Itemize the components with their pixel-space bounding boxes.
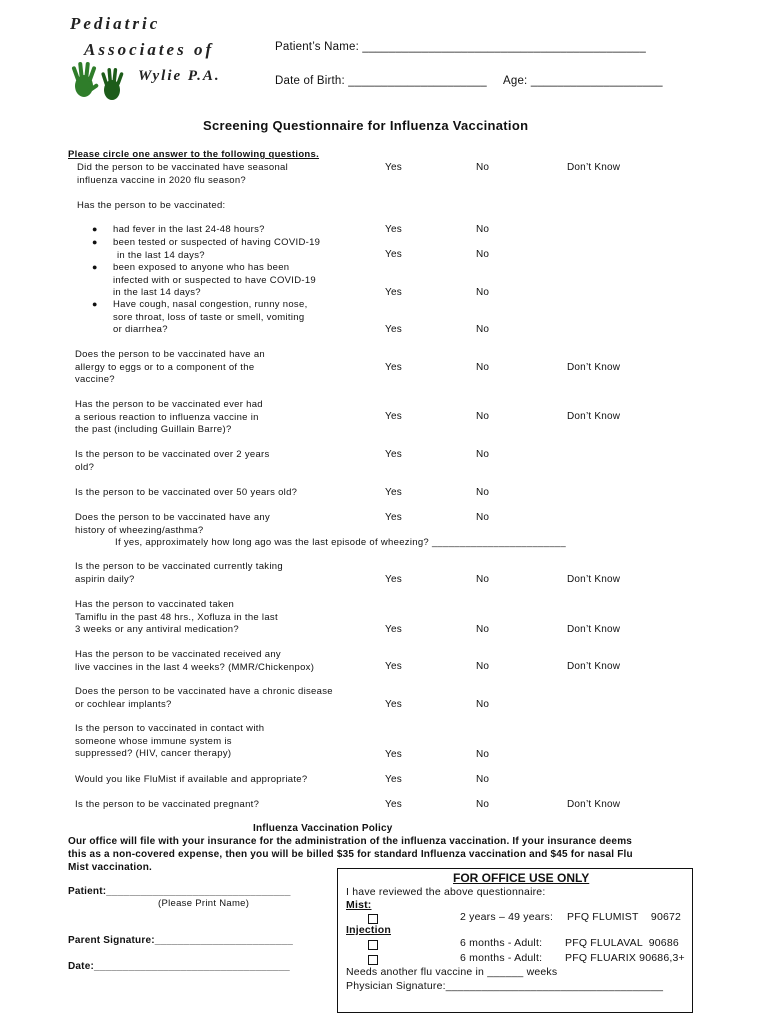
q3-no[interactable]: No — [476, 362, 490, 373]
question-7: Does the person to be vaccinated have any history of wheezing/asthma? — [75, 512, 271, 536]
q9-dontknow[interactable]: Don’t Know — [567, 624, 621, 635]
q10-no[interactable]: No — [476, 661, 490, 672]
question-7-followup[interactable]: If yes, approximately how long ago was the last episode of wheezing? ________________________ — [115, 537, 566, 548]
q2d-yes[interactable]: Yes — [385, 324, 402, 335]
q4-no[interactable]: No — [476, 411, 490, 422]
mist-label: Mist: — [346, 899, 372, 911]
question-6: Is the person to be vaccinated over 50 years old? — [75, 487, 298, 498]
injection-checkbox-2[interactable] — [368, 955, 378, 965]
question-2a: had fever in the last 24-48 hours? — [113, 224, 265, 235]
q1-dontknow[interactable]: Don’t Know — [567, 162, 621, 173]
q2d-no[interactable]: No — [476, 324, 490, 335]
mist-product: PFQ FLUMIST 90672 — [567, 911, 682, 923]
q2a-no[interactable]: No — [476, 224, 490, 235]
date-field[interactable]: Date:__________________________________ — [68, 961, 290, 972]
question-14: Is the person to be vaccinated pregnant? — [75, 799, 260, 810]
q6-yes[interactable]: Yes — [385, 487, 402, 498]
q4-yes[interactable]: Yes — [385, 411, 402, 422]
logo-line-2: Associates of — [84, 40, 215, 59]
q8-yes[interactable]: Yes — [385, 574, 402, 585]
q2c-no[interactable]: No — [476, 287, 490, 298]
injection-1-age: 6 months - Adult: — [460, 937, 543, 949]
question-2b: been tested or suspected of having COVID-19 in the last 14 days? — [113, 237, 321, 261]
mist-age: 2 years – 49 years: — [460, 911, 554, 923]
q12-yes[interactable]: Yes — [385, 749, 402, 760]
print-name-note: (Please Print Name) — [158, 898, 250, 909]
office-heading: FOR OFFICE USE ONLY — [453, 871, 590, 885]
q13-yes[interactable]: Yes — [385, 774, 402, 785]
question-1: Did the person to be vaccinated have seasonal influenza vaccine in 2020 flu season? — [77, 162, 289, 186]
question-13: Would you like FluMist if available and appropriate? — [75, 774, 308, 785]
q6-no[interactable]: No — [476, 487, 490, 498]
bullet-icon: ● — [92, 299, 98, 309]
office-reviewed: I have reviewed the above questionnaire: — [346, 886, 546, 898]
q11-yes[interactable]: Yes — [385, 699, 402, 710]
age-field[interactable]: Age: ____________________ — [503, 75, 663, 87]
q4-dontknow[interactable]: Don’t Know — [567, 411, 621, 422]
q5-yes[interactable]: Yes — [385, 449, 402, 460]
patient-name-field[interactable]: Patient’s Name: ___________________________________________ — [275, 41, 646, 53]
question-5: Is the person to be vaccinated over 2 years old? — [75, 449, 270, 473]
question-3: Does the person to be vaccinated have an allergy to eggs or to a component of the vaccine? — [75, 349, 265, 385]
q8-no[interactable]: No — [476, 574, 490, 585]
q10-dontknow[interactable]: Don’t Know — [567, 661, 621, 672]
q12-no[interactable]: No — [476, 749, 490, 760]
q9-no[interactable]: No — [476, 624, 490, 635]
q2b-no[interactable]: No — [476, 249, 490, 260]
q2b-yes[interactable]: Yes — [385, 249, 402, 260]
page-title: Screening Questionnaire for Influenza Vaccination — [203, 118, 529, 133]
policy-text: Our office will file with your insurance for the administration of the influenza vaccination. If your insurance deems this as a non-covered expense, then you will be billed $35 for standard Influenza vaccination and $45 for nasal Flu Mist vaccination. — [68, 836, 633, 873]
logo-line-3: Wylie P.A. — [138, 68, 221, 84]
q14-yes[interactable]: Yes — [385, 799, 402, 810]
bullet-icon: ● — [92, 237, 98, 247]
question-10: Has the person to be vaccinated received any live vaccines in the last 4 weeks? (MMR/Chickenpox) — [75, 649, 315, 673]
question-4: Has the person to be vaccinated ever had a serious reaction to influenza vaccine in the past (including Guillain Barre)? — [75, 399, 263, 435]
question-2c: been exposed to anyone who has been infected with or suspected to have COVID-19 in the last 14 days? — [113, 262, 316, 298]
q8-dontknow[interactable]: Don’t Know — [567, 574, 621, 585]
dob-field[interactable]: Date of Birth: _____________________ — [275, 75, 487, 87]
bullet-icon: ● — [92, 224, 98, 234]
question-8: Is the person to be vaccinated currently taking aspirin daily? — [75, 561, 283, 585]
handprint-icon — [68, 54, 130, 104]
q13-no[interactable]: No — [476, 774, 490, 785]
instruction: Please circle one answer to the following questions. — [68, 149, 320, 160]
q14-no[interactable]: No — [476, 799, 490, 810]
logo — [62, 12, 252, 102]
injection-label: Injection — [346, 924, 391, 936]
injection-1-product: PFQ FLULAVAL 90686 — [565, 937, 679, 949]
q7-yes[interactable]: Yes — [385, 512, 402, 523]
q7-no[interactable]: No — [476, 512, 490, 523]
mist-checkbox[interactable] — [368, 914, 378, 924]
injection-2-age: 6 months - Adult: — [460, 952, 543, 964]
question-9: Has the person to vaccinated taken Tamiflu in the past 48 hrs., Xofluza in the last 3 weeks or any antiviral medication? — [75, 599, 278, 635]
q3-dontknow[interactable]: Don’t Know — [567, 362, 621, 373]
q5-no[interactable]: No — [476, 449, 490, 460]
q11-no[interactable]: No — [476, 699, 490, 710]
q3-yes[interactable]: Yes — [385, 362, 402, 373]
q2a-yes[interactable]: Yes — [385, 224, 402, 235]
question-2d: Have cough, nasal congestion, runny nose, sore throat, loss of taste or smell, vomiting or diarrhea? — [113, 299, 308, 335]
injection-checkbox-1[interactable] — [368, 940, 378, 950]
patient-signature-field[interactable]: Patient:________________________________ — [68, 886, 291, 897]
q1-no[interactable]: No — [476, 162, 490, 173]
question-12: Is the person to vaccinated in contact with someone whose immune system is suppressed? (HIV, cancer therapy) — [75, 723, 265, 759]
logo-line-1: Pediatric — [70, 14, 161, 33]
q14-dontknow[interactable]: Don’t Know — [567, 799, 621, 810]
physician-signature-field[interactable]: Physician Signature:____________________________________ — [346, 980, 664, 992]
another-vaccine-field[interactable]: Needs another flu vaccine in ______ weeks — [346, 966, 558, 978]
injection-2-product: PFQ FLUARIX 90686,3+ — [565, 952, 685, 964]
q1-yes[interactable]: Yes — [385, 162, 402, 173]
parent-signature-field[interactable]: Parent Signature:________________________ — [68, 935, 294, 946]
question-2-intro: Has the person to be vaccinated: — [77, 200, 226, 211]
q9-yes[interactable]: Yes — [385, 624, 402, 635]
bullet-icon: ● — [92, 262, 98, 272]
policy-heading: Influenza Vaccination Policy — [253, 823, 393, 834]
q2c-yes[interactable]: Yes — [385, 287, 402, 298]
q10-yes[interactable]: Yes — [385, 661, 402, 672]
question-11: Does the person to be vaccinated have a chronic disease or cochlear implants? — [75, 686, 333, 710]
